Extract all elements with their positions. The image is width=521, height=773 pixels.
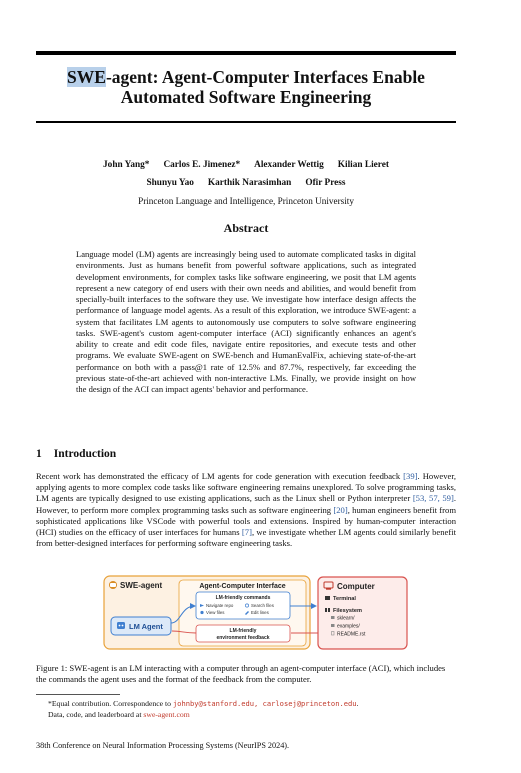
title-highlight: SWE bbox=[67, 67, 106, 87]
section-heading-introduction: 1 Introduction bbox=[36, 448, 117, 460]
introduction-text bbox=[36, 471, 456, 549]
command-navigate: Navigate repo bbox=[206, 603, 234, 608]
folder-icon bbox=[331, 624, 335, 627]
paper-title: SWE-agent: Agent-Computer Interfaces Enable Automated Software Engineering bbox=[67, 67, 425, 107]
author-name: Karthik Narasimhan bbox=[207, 178, 292, 188]
top-rule bbox=[36, 51, 456, 55]
author-name: Carlos E. Jimenez* bbox=[163, 160, 241, 170]
abstract-text: Language model (LM) agents are increasingly being used to automate complicated tasks in digital environments. Just as humans benefit from powerful software applications, such as integrated development environments, for complex tasks like software engineering, we posit that LM agents represent a new category of end users with their own needs and abilities, and would benefit from specially-built interfaces to the software they use. We investigate how interface design affects the performance of language model agents. As a result of this exploration, we introduce SWE-agent: a system that facilitates LM agents to autonomously use computers to solve software engineering tasks. SWE-agent's custom agent-computer interface (ACI) significantly enhances an agent's ability to create and edit code files, navigate entire repositories, and execute tests and other programs. We evaluate SWE-agent on SWE-bench and HumanEvalFix, achieving state-of-the-art performance on both with a pass@1 rate of 12.5% and 87.7%, respectively, far exceeding the previous state-of-the-art achieved with non-interactive LMs. Finally, we provide insight on how the design of the ACI can impact agents' behavior and performance. bbox=[76, 249, 416, 394]
project-link[interactable]: swe-agent.com bbox=[143, 709, 190, 719]
intro-text-segment: , human engineers benefit from sophisticated applications like VSCode with powerful tools and extensions. Inspired by human-computer interaction (HCI) studies on the efficacy of user interfaces for humans bbox=[36, 504, 457, 538]
intro-text-segment: . However, applying agents to more complex code tasks like software engineering remains unexplored. To solve programming tasks, LM agents are typically designed to use existing applications, such as the Linux shell or Python interpreter bbox=[36, 471, 456, 504]
lm-agent-label: LM Agent bbox=[129, 622, 163, 631]
author-name: Ofir Press bbox=[305, 178, 346, 188]
footnote: *Equal contribution. Correspondence to johnby@stanford.edu, carlosej@princeton.edu. Data, code, and leaderboard at swe-agent.com bbox=[48, 699, 359, 719]
abstract-heading: Abstract bbox=[223, 221, 269, 235]
filesystem-label: Filesystem bbox=[333, 608, 362, 614]
citation-link[interactable]: [39] bbox=[403, 471, 418, 481]
figure-1-caption: Figure 1: SWE-agent is an LM interacting with a computer through an agent-computer interface (ACI), which includes the commands the agent uses and the format of the feedback from the computer. bbox=[36, 663, 446, 684]
citation-link[interactable]: [20] bbox=[333, 504, 348, 515]
commands-title: LM-friendly commands bbox=[215, 595, 271, 601]
author-name: Alexander Wettig bbox=[254, 160, 324, 170]
command-search: Search files bbox=[251, 603, 274, 608]
intro-text-segment: Recent work has demonstrated the efficacy of LM agents for code generation with execution feedback bbox=[36, 471, 404, 481]
venue-note: 38th Conference on Neural Information Processing Systems (NeurIPS 2024). bbox=[36, 741, 290, 750]
feedback-title-2: environment feedback bbox=[216, 635, 270, 641]
folder-icon bbox=[331, 616, 335, 619]
feedback-title-1: LM-friendly bbox=[229, 628, 257, 634]
affiliation: Princeton Language and Intelligence, Princeton University bbox=[138, 196, 354, 206]
footnote-rule bbox=[36, 694, 120, 695]
author-name: John Yang* bbox=[103, 160, 150, 170]
title-bottom-rule bbox=[36, 121, 456, 123]
aci-title: Agent-Computer Interface bbox=[199, 583, 286, 590]
figure-1-diagram bbox=[103, 575, 410, 652]
intro-text-segment: . However, to perform more complex programming tasks such as software engineering bbox=[36, 493, 456, 515]
intro-text-segment: , we investigate whether LM agents could similarly benefit from better-designed interfaces for performing software engineering tasks. bbox=[36, 527, 456, 549]
citation-link[interactable]: [7] bbox=[241, 527, 252, 538]
computer-title: Computer bbox=[337, 582, 375, 591]
author-name: Shunyu Yao bbox=[146, 178, 194, 188]
eye-icon bbox=[200, 611, 203, 614]
correspondence-emails[interactable]: johnby@stanford.edu, carlosej@princeton.edu bbox=[172, 699, 357, 708]
swe-agent-label: SWE-agent bbox=[120, 581, 163, 590]
authors-row-2 bbox=[36, 178, 456, 188]
authors-row-1 bbox=[36, 160, 456, 170]
terminal-label: Terminal bbox=[333, 596, 356, 602]
terminal-icon bbox=[325, 596, 330, 600]
file-item-2: README.rst bbox=[337, 631, 366, 638]
citation-link[interactable]: [53, 57, 59] bbox=[412, 493, 454, 504]
file-item-1: examples/ bbox=[337, 623, 360, 630]
robot-icon bbox=[117, 622, 125, 629]
author-name: Kilian Lieret bbox=[337, 160, 389, 170]
command-view: View files bbox=[206, 610, 225, 615]
swe-agent-logo-icon bbox=[109, 581, 117, 589]
file-item-0: sklearn/ bbox=[337, 615, 355, 622]
command-edit: Edit lines bbox=[251, 610, 269, 615]
